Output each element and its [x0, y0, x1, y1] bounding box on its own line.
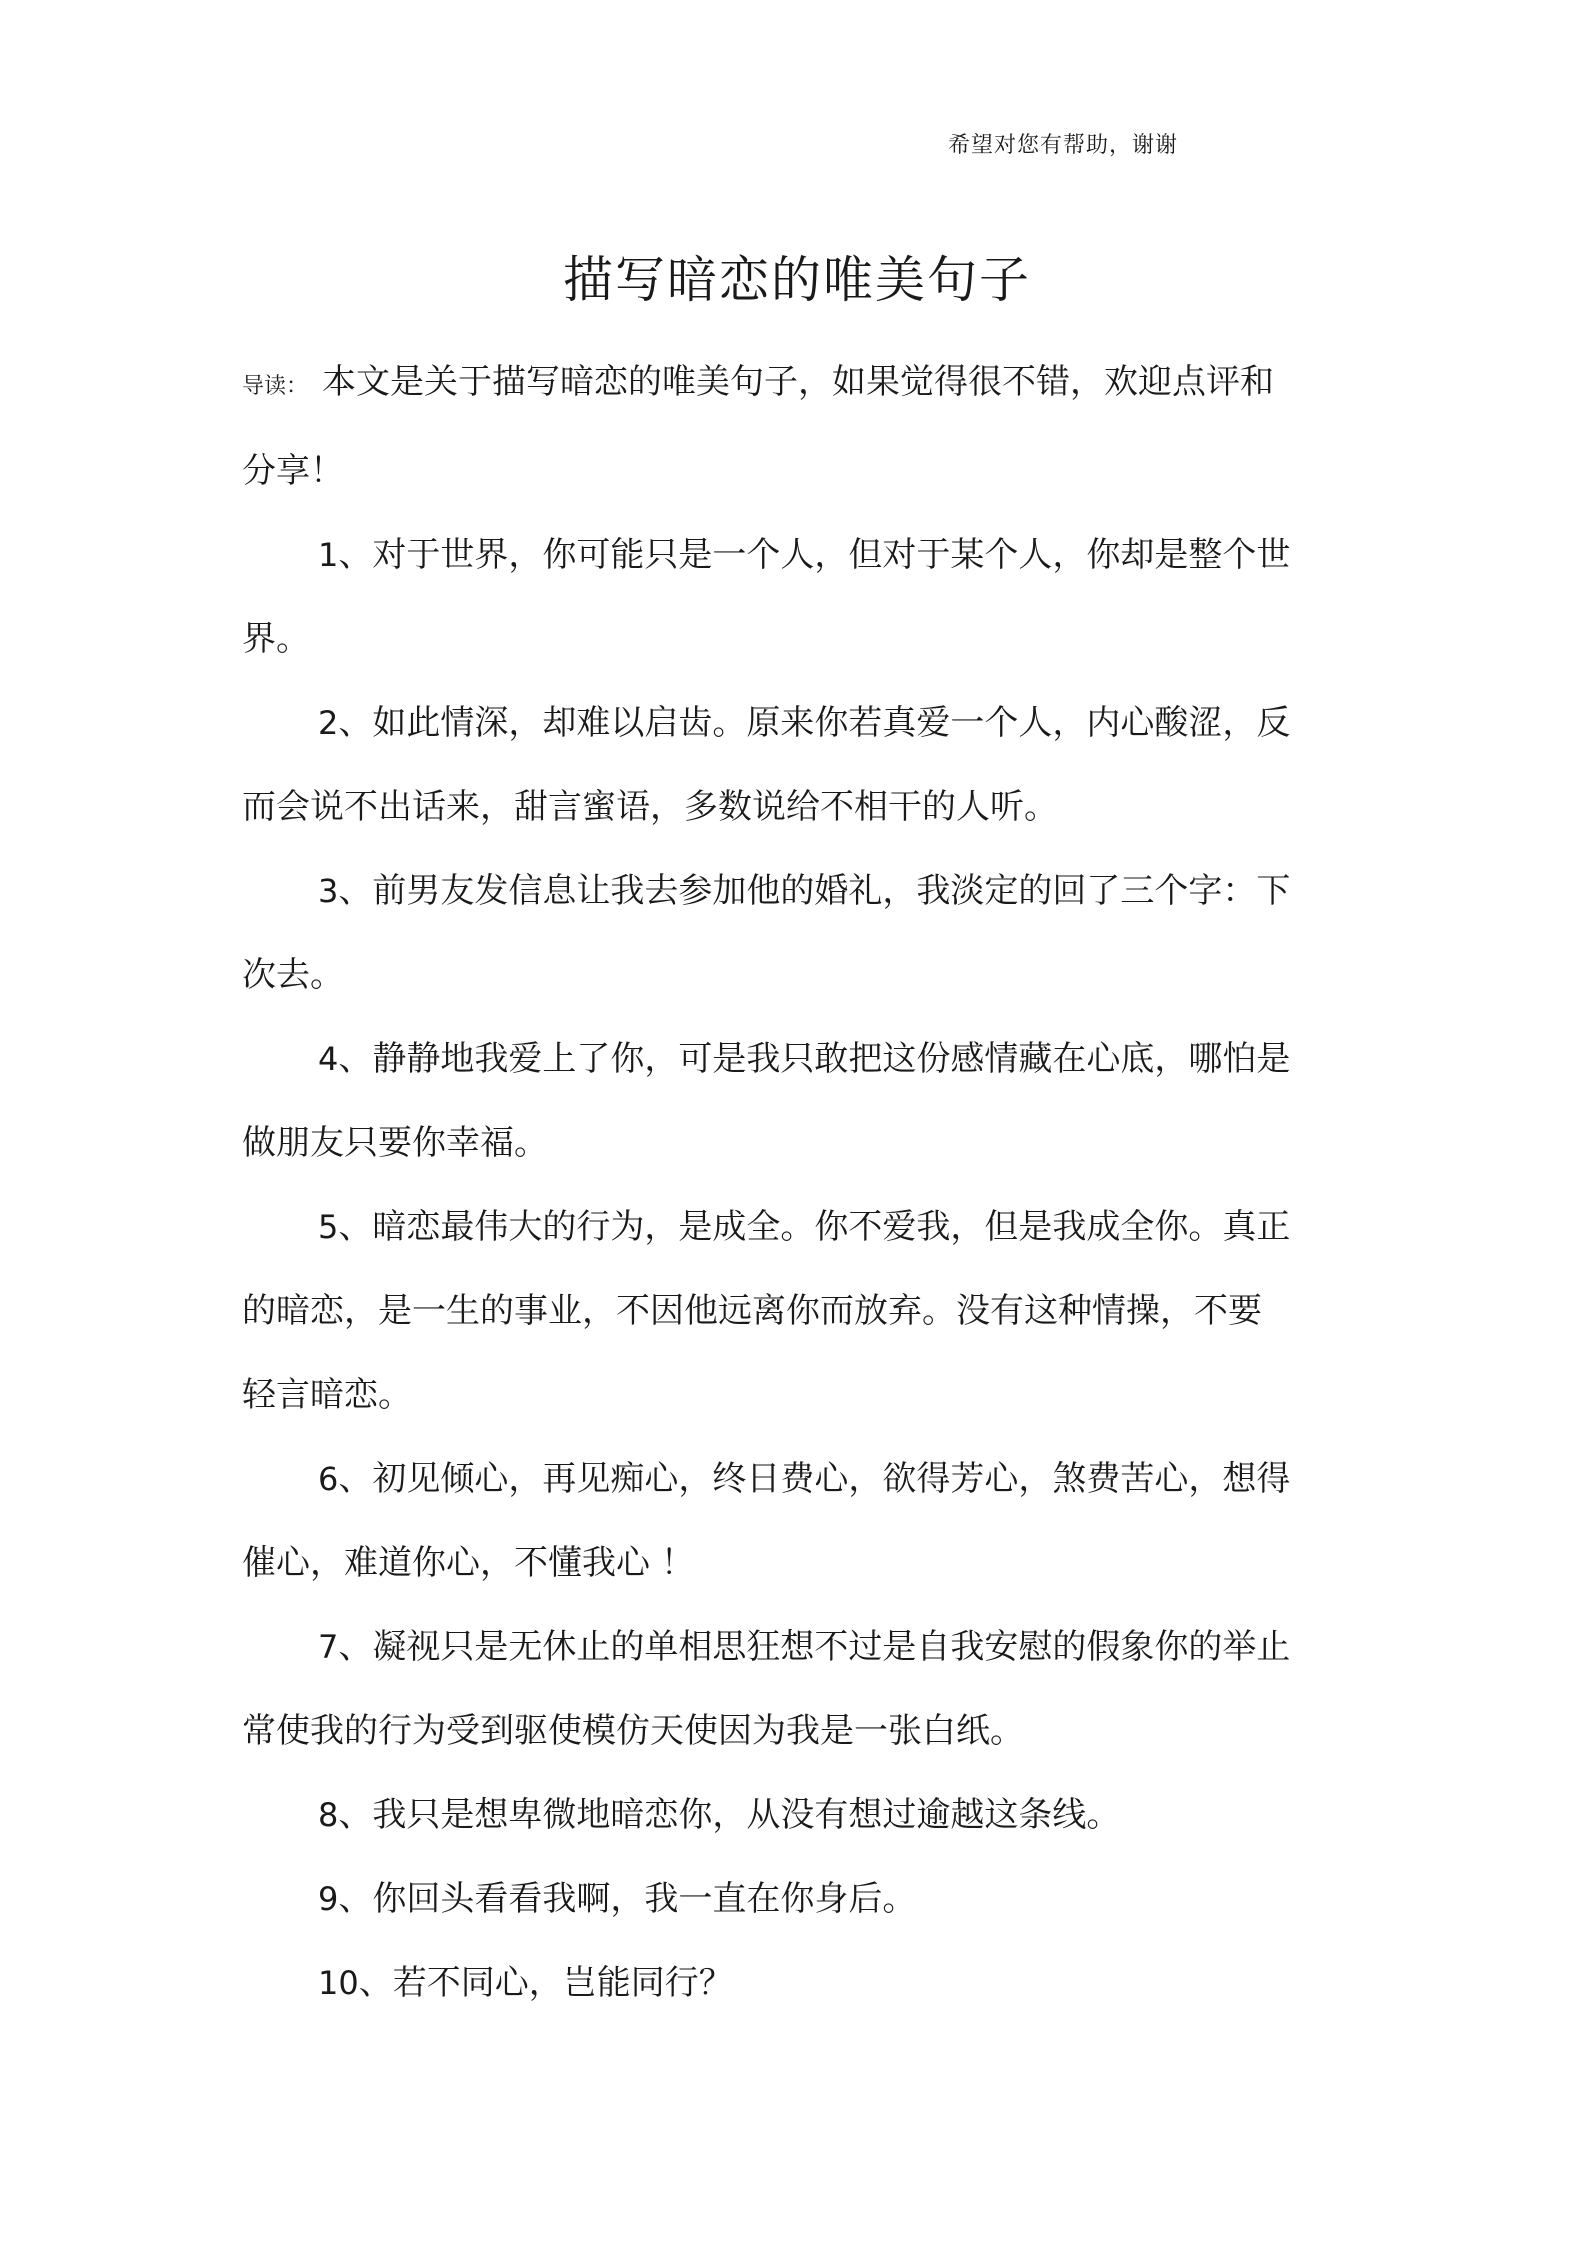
item-number: 9 [318, 1880, 339, 1918]
list-item [242, 1941, 1292, 2025]
item-number: 4 [318, 1040, 339, 1078]
item-text: 、若不同心，岂能同行？ [358, 1963, 733, 2003]
item-text: 、我只是想卑微地暗恋你，从没有想过逾越这条线。 [338, 1795, 1121, 1835]
item-number: 8 [318, 1796, 339, 1834]
document-body [242, 340, 1292, 2025]
intro-text: 本文是关于描写暗恋的唯美句子，如果觉得很不错，欢迎点评和分享！ [242, 362, 1275, 491]
list-item [242, 849, 1292, 1017]
item-text: 、你回头看看我啊，我一直在你身后。 [338, 1879, 917, 1919]
item-text: 、静静地我爱上了你，可是我只敢把这份感情藏在心底，哪怕是做朋友只要你幸福。 [242, 1039, 1291, 1163]
item-number: 3 [318, 872, 339, 910]
item-text: 、初见倾心，再见痴心，终日费心，欲得芳心，煞费苦心，想得催心，难道你心，不懂我心 ！ [242, 1459, 1291, 1583]
item-text: 、暗恋最伟大的行为，是成全。你不爱我，但是我成全你。真正的暗恋，是一生的事业，不因他远离你而放弃。没有这种情操，不要轻言暗恋。 [242, 1207, 1291, 1415]
intro-label: 导读： [242, 374, 309, 399]
item-number: 5 [318, 1208, 339, 1246]
item-number: 7 [318, 1628, 339, 1666]
list-item [242, 1605, 1292, 1773]
item-text: 、如此情深，却难以启齿。原来你若真爱一个人，内心酸涩，反而会说不出话来，甜言蜜语，多数说给不相干的人听。 [242, 703, 1291, 827]
list-item [242, 1185, 1292, 1437]
list-item [242, 1857, 1292, 1941]
item-text: 、前男友发信息让我去参加他的婚礼，我淡定的回了三个字：下次去。 [242, 871, 1291, 995]
item-number: 6 [318, 1460, 339, 1498]
list-item [242, 1017, 1292, 1185]
item-text: 、对于世界，你可能只是一个人，但对于某个人，你却是整个世界。 [242, 535, 1291, 659]
list-item [242, 1773, 1292, 1857]
item-text: 、凝视只是无休止的单相思狂想不过是自我安慰的假象你的举止常使我的行为受到驱使模仿天使因为我是一张白纸。 [242, 1627, 1291, 1751]
list-item [242, 1437, 1292, 1605]
header-note: 希望对您有帮助，谢谢 [948, 133, 1179, 158]
item-number: 10 [318, 1964, 359, 2002]
list-item [242, 513, 1292, 681]
item-number: 1 [318, 536, 339, 574]
document-title: 描写暗恋的唯美句子 [563, 251, 1031, 309]
list-item [242, 681, 1292, 849]
intro-paragraph [242, 340, 1292, 513]
item-number: 2 [318, 704, 339, 742]
